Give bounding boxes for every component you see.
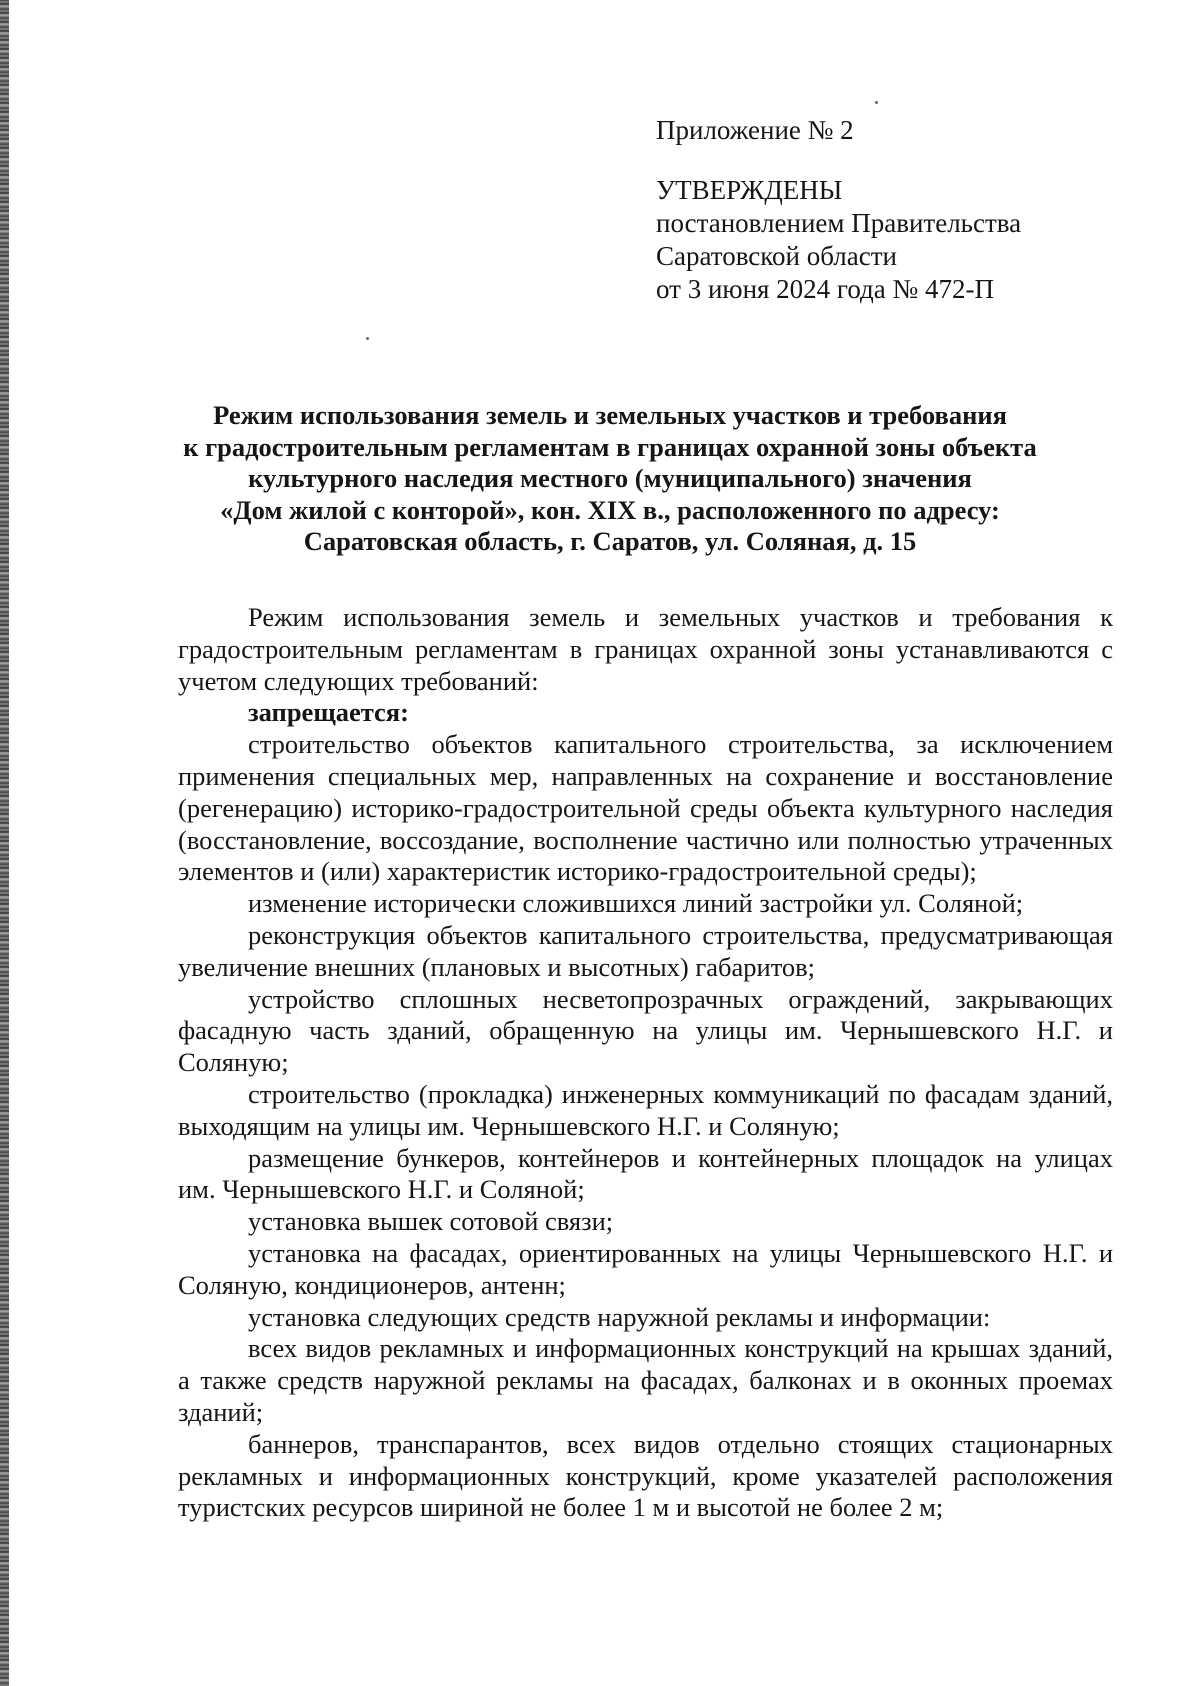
list-item: строительство объектов капитального строительства, за исключением применения специальных мер, направленных на сохранение и восстановление (регенерацию) историко-градостроительной среды объекта культурного наследия (восстановление, воссоздание, восполнение частично или полностью утраченных элементов и (или) характеристик историко-градостроительной среды); [178,729,1113,887]
list-item: установка на фасадах, ориентированных на улицы Чернышевского Н.Г. и Соляную, кондиционеров, антенн; [178,1237,1113,1300]
list-item: установка вышек сотовой связи; [248,1206,614,1237]
list-item: всех видов рекламных и информационных конструкций на крышах зданий, а также средств наружной рекламы на фасадах, балконах и в оконных проемах зданий; [178,1333,1113,1427]
approved-label: УТВЕРЖДЕНЫ [656,175,843,205]
list-item: баннеров, транспарантов, всех видов отдельно стоящих стационарных рекламных и информационных конструкций, кроме указателей расположения туристских ресурсов шириной не более 1 м и высотой не более 2 м; [178,1428,1113,1523]
title-line-5: Саратовская область, г. Саратов, ул. Соляная, д. 15 [303,526,917,557]
approval-block [656,114,1136,306]
prohibited-heading: запрещается: [248,697,409,728]
list-item: строительство (прокладка) инженерных коммуникаций по фасадам зданий, выходящим на улицы им. Чернышевского Н.Г. и Соляную; [178,1078,1113,1141]
list-item: реконструкция объектов капитального строительства, предусматривающая увеличение внешних (плановых и высотных) габаритов; [178,919,1113,982]
document-body [178,602,1113,1524]
list-item: изменение исторически сложившихся линий застройки ул. Соляной; [248,888,1024,919]
title-line-1: Режим использования земель и земельных участков и требования [213,400,1007,430]
title-line-4: «Дом жилой с конторой», кон. XIX в., расположенного по адресу: [220,494,1000,525]
list-item: установка следующих средств наружной рекламы и информации: [248,1301,991,1332]
document-title [150,400,1070,558]
scan-speck [366,337,369,340]
approval-line-1: постановлением Правительства [656,208,1022,238]
list-item: устройство сплошных несветопрозрачных ограждений, закрывающих фасадную часть зданий, обращенную на улицы им. Чернышевского Н.Г. и Соляную; [178,983,1113,1078]
appendix-label: Приложение № 2 [656,115,854,145]
title-line-2: к градостроительным регламентам в границах охранной зоны объекта [183,431,1037,462]
title-line-3: культурного наследия местного (муниципального) значения [248,463,972,494]
list-item: размещение бункеров, контейнеров и контейнерных площадок на улицах им. Чернышевского Н.Г. и Соляной; [178,1142,1113,1205]
approval-line-2: Саратовской области [656,241,897,271]
scan-speck [875,101,878,104]
approval-line-3: от 3 июня 2024 года № 472-П [656,274,995,304]
intro-paragraph: Режим использования земель и земельных участков и требования к градостроительным регламентам в границах охранной зоны устанавливаются с учетом следующих требований: [178,602,1113,696]
